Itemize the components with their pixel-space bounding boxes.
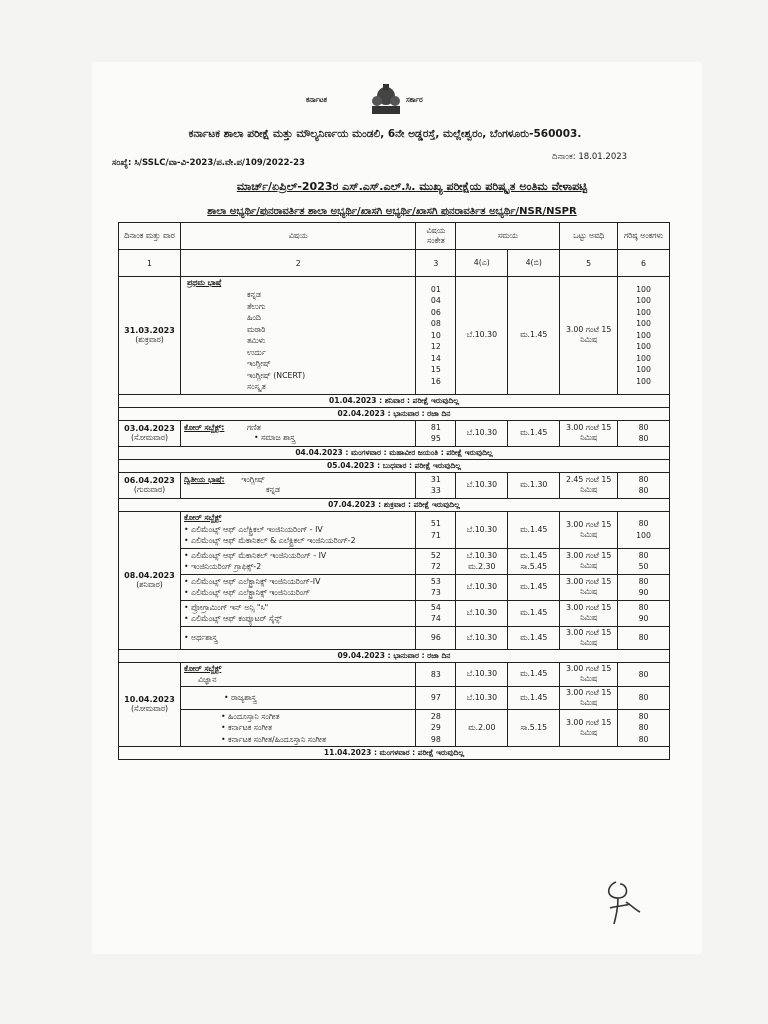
table-row [119, 686, 670, 709]
line-item: 80 [638, 550, 649, 560]
subject: ಇಂಗ್ಲೀಷ್ [241, 475, 265, 484]
subject: ಕನ್ನಡ [265, 485, 280, 494]
line-item: 14 [430, 353, 441, 363]
table-row [119, 626, 670, 649]
line-item: 100 [636, 365, 651, 374]
holiday-row [119, 747, 670, 760]
line-item: 95 [430, 434, 441, 443]
line-item: 80 [638, 474, 649, 484]
table-row [119, 548, 670, 574]
section-heading: ದ್ವಿತೀಯ ಭಾಷೆ: [183, 475, 225, 484]
row-date: 03.04.2023 (ಸೋಮವಾರ) [119, 420, 181, 446]
line-item: 100 [636, 342, 651, 351]
document-title: ಮಾರ್ಚ್/ಏಪ್ರಿಲ್-2023ರ ಎಸ್.ಎಸ್.ಎಲ್.ಸಿ. ಮುಖ್ಯ ಪರೀಕ್ಷೆಯ ಪರಿಷ್ಕೃತ ಅಂತಿಮ ವೇಳಾಪಟ್ಟಿ [236, 180, 588, 193]
end-time: ಮ.1.45 [508, 600, 560, 626]
duration: 3.00 ಗಂಟೆ 15 ನಿಮಿಷ [560, 420, 618, 446]
line-item: 100 [636, 376, 651, 386]
line-item: 100 [636, 307, 651, 317]
marks-list [618, 548, 670, 574]
table-row [119, 472, 670, 498]
section-heading: ಕೋರ್ ಸಬ್ಜೆಕ್ಟ್ [183, 512, 222, 522]
line-item: ಮ.2.30 [468, 562, 496, 571]
start-time: ಬೆ.10.30 [456, 472, 508, 498]
code-list [416, 511, 456, 548]
line-item: 53 [430, 576, 441, 586]
table-row [119, 574, 670, 600]
line-item: 100 [636, 530, 651, 540]
start-time: ಬೆ.10.30 [456, 686, 508, 709]
line-item: ತಮಿಳು [246, 336, 266, 345]
document-date: ದಿನಾಂಕ: 18.01.2023 [552, 152, 628, 162]
line-item: ಸಾ.5.45 [520, 562, 548, 571]
marks: 80 [618, 626, 670, 649]
table-row [119, 662, 670, 686]
line-item: 50 [638, 562, 649, 571]
duration: 3.00 ಗಂಟೆ 15 ನಿಮಿಷ [560, 709, 618, 747]
line-item: ಮ.1.45 [520, 550, 548, 560]
col-num: 5 [560, 250, 618, 277]
line-item: 52 [430, 550, 441, 560]
timetable [118, 222, 670, 760]
line-item: 51 [430, 519, 441, 528]
end-time [508, 548, 560, 574]
line-item: 80 [638, 434, 649, 443]
duration: 3.00 ಗಂಟೆ 15 ನಿಮಿಷ [560, 626, 618, 649]
duration: 3.00 ಗಂಟೆ 15 ನಿಮಿಷ [560, 686, 618, 709]
line-item: • ಎಲಿಮೆಂಟ್ಸ್ ಆಫ್ ಎಲೆಕ್ಟ್ರಾನಿಕ್ಸ್ ಇಂಜಿನಿಯರಿಂಗ್ [183, 588, 310, 597]
subject-cell [180, 420, 415, 446]
col-num: 4(ಬಿ) [508, 250, 560, 277]
end-time: ಮ.1.45 [508, 626, 560, 649]
column-number-row [119, 250, 670, 277]
duration: 3.00 ಗಂಟೆ 15 ನಿಮಿಷ [560, 548, 618, 574]
end-time: ಮ.1.45 [508, 277, 560, 395]
line-item: 29 [430, 723, 441, 732]
line-item: ಇಂಗ್ಲೀಷ್ (NCERT) [246, 370, 306, 380]
holiday-note: 09.04.2023 : ಭಾನುವಾರ : ರಜಾ ದಿನ [119, 649, 670, 662]
subject-cell [180, 511, 415, 548]
subject-cell [180, 686, 415, 709]
line-item: 80 [638, 576, 649, 586]
code-list [416, 420, 456, 446]
line-item: • ಪ್ರೋಗ್ರಾಮಿಂಗ್ ಇನ್ ಅನ್ಸಿ "ಸಿ" [183, 602, 269, 612]
line-item: 04 [430, 296, 441, 305]
subject-list [180, 626, 415, 649]
board-address: ಕರ್ನಾಟಕ ಶಾಲಾ ಪರೀಕ್ಷೆ ಮತ್ತು ಮೌಲ್ಯನಿರ್ಣಯ ಮಂಡಲಿ, 6ನೇ ಅಡ್ಡರಸ್ತೆ, ಮಲ್ಲೇಶ್ವರಂ, ಬೆಂಗಳೂರು-560003. [188, 128, 582, 140]
col-num: 1 [119, 250, 181, 277]
line-item: • ಅರ್ಥಶಾಸ್ತ್ರ [183, 632, 218, 642]
start-time: ಬೆ.10.30 [456, 277, 508, 395]
holiday-row [119, 649, 670, 662]
duration: 3.00 ಗಂಟೆ 15 ನಿಮಿಷ [560, 574, 618, 600]
table-row [119, 511, 670, 548]
code-list [416, 709, 456, 747]
marks-list [618, 574, 670, 600]
signature-icon [596, 872, 646, 926]
holiday-note: 05.04.2023 : ಬುಧವಾರ : ಪರೀಕ್ಷೆ ಇರುವುದಿಲ್ಲ [119, 459, 670, 472]
line-item: 80 [638, 711, 649, 721]
col-date-day: ದಿನಾಂಕ ಮತ್ತು ವಾರ [119, 223, 181, 250]
start-time: ಬೆ.10.30 [456, 662, 508, 686]
subject-cell [180, 662, 415, 686]
holiday-row [119, 446, 670, 459]
line-item: 100 [636, 284, 651, 294]
holiday-note: 04.04.2023 : ಮಂಗಳವಾರ : ಮಹಾವೀರ ಜಯಂತಿ : ಪರೀಕ್ಷೆ ಇರುವುದಿಲ್ಲ [119, 446, 670, 459]
start-time: ಬೆ.10.30 [456, 420, 508, 446]
gov-label-right: ಸರ್ಕಾರ [406, 96, 423, 104]
subject: ವಿಜ್ಞಾನ [197, 674, 217, 684]
line-item: 72 [430, 562, 441, 571]
start-time [456, 548, 508, 574]
row-date: 06.04.2023 (ಗುರುವಾರ) [119, 472, 181, 498]
line-item: 01 [430, 284, 441, 294]
line-item: 31 [430, 474, 441, 484]
col-time: ಸಮಯ [456, 223, 560, 250]
line-item: 54 [430, 602, 441, 612]
line-item: ಸಂಸ್ಕೃತ [246, 382, 266, 391]
line-item: • ಎಲಿಮೆಂಟ್ಸ್ ಆಫ್ ಮೆಕಾನಿಕಲ್ & ಎಲೆಕ್ಟ್ರಿಕಲ್ ಇಂಜಿನಿಯರಿಂಗ್-2 [183, 536, 356, 545]
row-date: 31.03.2023 (ಶುಕ್ರವಾರ) [119, 277, 181, 395]
table-header-row [119, 223, 670, 250]
marks-list [618, 472, 670, 498]
line-item: 71 [430, 530, 441, 540]
line-item: 100 [636, 319, 651, 328]
subject-list [187, 289, 412, 393]
line-item: 90 [638, 614, 649, 623]
row-date: 10.04.2023 (ಸೋಮವಾರ) [119, 662, 181, 747]
end-time: ಮ.1.45 [508, 686, 560, 709]
end-time: ಸಾ.5.15 [508, 709, 560, 747]
subject: • ರಾಜ್ಯಶಾಸ್ತ್ರ [223, 692, 257, 702]
subject: ಗಣಿತ [246, 423, 261, 432]
holiday-note: 11.04.2023 : ಮಂಗಳವಾರ : ಪರೀಕ್ಷೆ ಇರುವುದಿಲ್ಲ [119, 747, 670, 760]
line-item: • ಕರ್ನಾಟಕ ಸಂಗೀತ [220, 723, 272, 732]
subject-list [180, 548, 415, 574]
duration: 3.00 ಗಂಟೆ 15 ನಿಮಿಷ [560, 277, 618, 395]
marks: 80 [618, 662, 670, 686]
duration: 3.00 ಗಂಟೆ 15 ನಿಮಿಷ [560, 511, 618, 548]
line-item: 73 [430, 588, 441, 597]
code: 96 [416, 626, 456, 649]
col-num: 6 [618, 250, 670, 277]
state-emblem-icon [366, 82, 406, 118]
subject-list [180, 709, 415, 747]
holiday-note: 07.04.2023 : ಶುಕ್ರವಾರ : ಪರೀಕ್ಷೆ ಇರುವುದಿಲ್ಲ [119, 498, 670, 511]
start-time: ಮ.2.00 [456, 709, 508, 747]
end-time: ಮ.1.45 [508, 420, 560, 446]
end-time: ಮ.1.45 [508, 662, 560, 686]
line-item: 74 [430, 614, 441, 623]
col-num: 2 [180, 250, 415, 277]
line-item: 100 [636, 330, 651, 340]
row-date: 08.04.2023 (ಶನಿವಾರ) [119, 511, 181, 649]
table-row [119, 709, 670, 747]
line-item: • ಎಲಿಮೆಂಟ್ಸ್ ಆಫ್ ಎಲೆಕ್ಟ್ರಾನಿಕ್ಸ್ ಇಂಜಿನಿಯರಿಂಗ್-IV [183, 576, 321, 586]
document-subtitle: ಶಾಲಾ ಅಭ್ಯರ್ಥಿ/ಪುನರಾವರ್ತಿತ ಶಾಲಾ ಅಭ್ಯರ್ಥಿ/ಖಾಸಗಿ ಅಭ್ಯರ್ಥಿ/ಖಾಸಗಿ ಪುನರಾವರ್ತಿತ ಅಭ್ಯರ್ಥಿ/NSR/NSPR [207, 206, 577, 217]
col-num: 4(ಎ) [456, 250, 508, 277]
reference-number: ಸಂಖ್ಯೆ: ಸಿ/SSLC/ವಾ-ವಿ-2023/ಪ.ವೇ.ಪ/109/2022-23 [112, 158, 305, 168]
subject-list [180, 600, 415, 626]
line-item: • ಎಲಿಮೆಂಟ್ಸ್ ಆಫ್ ಮೆಕಾನಿಕಲ್ ಇಂಜಿನಿಯರಿಂಗ್ - IV [183, 550, 327, 560]
line-item: 10 [430, 330, 441, 340]
holiday-row [119, 498, 670, 511]
line-item: 80 [638, 422, 649, 432]
code-list [416, 600, 456, 626]
start-time: ಬೆ.10.30 [456, 626, 508, 649]
line-item: • ಇಂಜಿನಿಯರಿಂಗ್ ಗ್ರಾಫಿಕ್ಸ್-2 [183, 562, 262, 571]
line-item: • ಹಿಂದೂಸ್ತಾನಿ ಸಂಗೀತ [220, 711, 280, 721]
subject-list [184, 524, 412, 547]
line-item: 08 [430, 319, 441, 328]
col-code: ವಿಷಯ ಸಂಕೇತ [416, 223, 456, 250]
line-item: 80 [638, 723, 649, 732]
start-time: ಬೆ.10.30 [456, 511, 508, 548]
start-time: ಬೆ.10.30 [456, 600, 508, 626]
line-item: 90 [638, 588, 649, 597]
duration: 3.00 ಗಂಟೆ 15 ನಿಮಿಷ [560, 662, 618, 686]
col-num: 3 [416, 250, 456, 277]
line-item: 28 [430, 711, 441, 721]
holiday-row [119, 459, 670, 472]
holiday-note: 02.04.2023 : ಭಾನುವಾರ : ರಜಾ ದಿನ [119, 407, 670, 420]
subject: • ಸಮಾಜ ಶಾಸ್ತ್ರ [253, 433, 296, 442]
code-list [416, 277, 456, 395]
line-item: ಕನ್ನಡ [246, 290, 261, 299]
line-item: ಉರ್ದು [246, 347, 266, 357]
line-item: 80 [638, 486, 649, 495]
gov-label-left: ಕರ್ನಾಟಕ [306, 96, 327, 104]
line-item: • ಎಲಿಮೆಂಟ್ಸ್ ಆಫ್ ಎಲೆಕ್ಟ್ರಿಕಲ್ ಇಂಜಿನಿಯರಿಂಗ್ - IV [183, 524, 323, 534]
end-time: ಮ.1.45 [508, 511, 560, 548]
line-item: • ಕರ್ನಾಟಕ ಸಂಗೀತ/ಹಿಂದೂಸ್ತಾನಿ ಸಂಗೀತ [220, 734, 327, 744]
subject-cell [180, 277, 415, 395]
table-row [119, 420, 670, 446]
start-time: ಬೆ.10.30 [456, 574, 508, 600]
table-row [119, 277, 670, 395]
line-item: ಮರಾಠಿ [246, 324, 266, 334]
line-item: • ಎಲಿಮೆಂಟ್ಸ್ ಆಫ್ ಕಂಪ್ಯೂಟರ್ ಸೈನ್ಸ್ [183, 614, 282, 623]
marks: 80 [618, 686, 670, 709]
table-row [119, 600, 670, 626]
holiday-row [119, 394, 670, 407]
line-item: 15 [430, 365, 441, 374]
code: 97 [416, 686, 456, 709]
end-time: ಮ.1.45 [508, 574, 560, 600]
col-duration: ಒಟ್ಟು ಅವಧಿ [560, 223, 618, 250]
marks-list [618, 709, 670, 747]
line-item: 98 [430, 734, 441, 744]
line-item: 06 [430, 307, 441, 317]
end-time: ಮ.1.30 [508, 472, 560, 498]
line-item: 16 [430, 376, 441, 386]
code-list [416, 574, 456, 600]
marks-list [618, 277, 670, 395]
section-heading: ಪ್ರಥಮ ಭಾಷೆ [186, 278, 222, 287]
code: 83 [416, 662, 456, 686]
line-item: ಇಂಗ್ಲೀಷ್ [246, 359, 271, 368]
line-item: 80 [638, 519, 649, 528]
line-item: 33 [430, 486, 441, 495]
line-item: 81 [430, 422, 441, 432]
line-item: ಬೆ.10.30 [466, 550, 498, 560]
col-subject: ವಿಷಯ [180, 223, 415, 250]
code-list [416, 472, 456, 498]
marks-list [618, 511, 670, 548]
line-item: 80 [638, 734, 649, 744]
line-item: 100 [636, 296, 651, 305]
line-item: 100 [636, 353, 651, 363]
holiday-note: 01.04.2023 : ಶನಿವಾರ : ಪರೀಕ್ಷೆ ಇರುವುದಿಲ್ಲ [119, 394, 670, 407]
marks-list [618, 600, 670, 626]
section-heading: ಕೋರ್ ಸಬ್ಜೆಕ್ಟ್: [183, 423, 225, 432]
col-marks: ಗರಿಷ್ಠ ಅಂಕಗಳು [618, 223, 670, 250]
subject-cell [180, 472, 415, 498]
duration: 2.45 ಗಂಟೆ 15 ನಿಮಿಷ [560, 472, 618, 498]
line-item: ತೆಲುಗು [246, 301, 266, 311]
line-item: 12 [430, 342, 441, 351]
duration: 3.00 ಗಂಟೆ 15 ನಿಮಿಷ [560, 600, 618, 626]
holiday-row [119, 407, 670, 420]
code-list [416, 548, 456, 574]
marks-list [618, 420, 670, 446]
subject-list [180, 574, 415, 600]
line-item: ಹಿಂದಿ [246, 313, 261, 322]
line-item: 80 [638, 602, 649, 612]
section-heading: ಕೋರ್ ಸಬ್ಜೆಕ್ಟ್ [183, 663, 222, 673]
